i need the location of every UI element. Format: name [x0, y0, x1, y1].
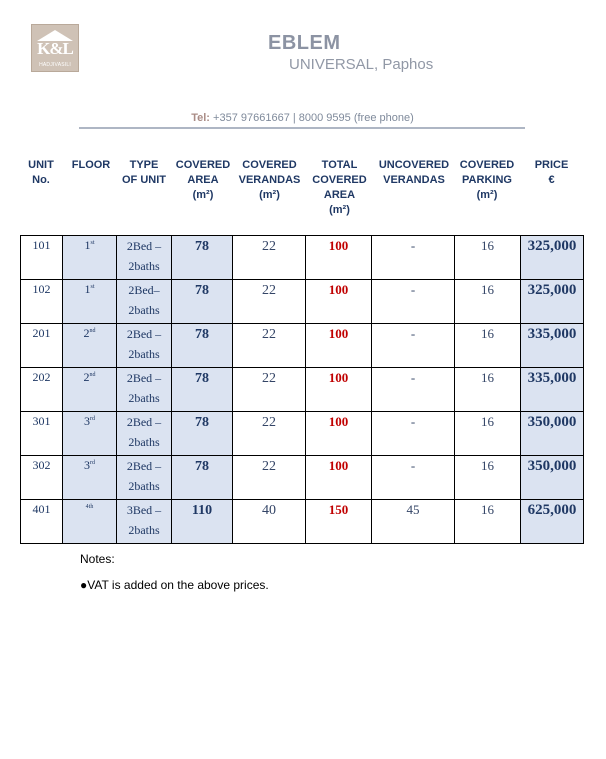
- covered-verandas-cell: 22: [233, 324, 306, 368]
- project-title: EBLEM: [268, 32, 341, 54]
- total-area-cell: 100: [306, 368, 372, 412]
- tel-value: +357 97661667 | 8000 9595 (free phone): [209, 112, 414, 124]
- table-row: [21, 236, 584, 280]
- floor-number: 3: [84, 458, 90, 472]
- floor-number: 1: [84, 238, 91, 252]
- table-row: [21, 412, 584, 456]
- floor-number: 2: [83, 326, 90, 340]
- parking-cell: 16: [455, 500, 521, 544]
- uncovered-verandas-cell: -: [372, 324, 455, 368]
- type-cell: 3Bed – 2baths: [117, 500, 172, 544]
- col-covered-verandas-header: COVERED VERANDAS (m²): [238, 159, 301, 201]
- type-cell: 2Bed – 2baths: [117, 368, 172, 412]
- type-cell: 2Bed– 2baths: [117, 280, 172, 324]
- note-item: ●VAT is added on the above prices.: [80, 578, 269, 592]
- unit-cell: 401: [21, 500, 63, 544]
- col-type-header: TYPE OF UNIT: [122, 159, 166, 186]
- units-price-table: [20, 235, 584, 544]
- logo-letters: K&L: [37, 39, 73, 58]
- type-cell: 2Bed – 2baths: [117, 236, 172, 280]
- price-cell: 350,000: [521, 456, 584, 500]
- price-cell: 325,000: [521, 236, 584, 280]
- covered-verandas-cell: 22: [233, 280, 306, 324]
- covered-verandas-cell: 22: [233, 412, 306, 456]
- table-row: [21, 500, 584, 544]
- table-row: [21, 280, 584, 324]
- parking-cell: 16: [455, 324, 521, 368]
- covered-area-cell: 78: [172, 368, 233, 412]
- table-row: [21, 368, 584, 412]
- total-area-cell: 100: [306, 236, 372, 280]
- col-price-header: PRICE €: [534, 159, 569, 186]
- floor-number: 1: [84, 282, 91, 296]
- floor-number: 3: [84, 414, 90, 428]
- floor-suffix: rd: [90, 460, 95, 466]
- parking-cell: 16: [455, 280, 521, 324]
- table-row: [21, 456, 584, 500]
- parking-cell: 16: [455, 412, 521, 456]
- price-cell: 335,000: [521, 324, 584, 368]
- contact-line: [80, 112, 525, 124]
- col-uncovered-verandas-header: UNCOVERED VERANDAS: [378, 159, 450, 186]
- header-divider: [79, 127, 525, 129]
- floor-suffix: nd: [89, 372, 96, 378]
- uncovered-verandas-cell: -: [372, 236, 455, 280]
- unit-cell: 301: [21, 412, 63, 456]
- col-covered-area-header: COVERED AREA (m²): [175, 159, 231, 201]
- covered-verandas-cell: 22: [233, 368, 306, 412]
- type-cell: 2Bed – 2baths: [117, 456, 172, 500]
- col-unit-header: UNIT No.: [28, 159, 54, 186]
- floor-cell: [63, 236, 117, 280]
- unit-cell: 101: [21, 236, 63, 280]
- parking-cell: 16: [455, 456, 521, 500]
- col-floor-header: FLOOR: [71, 159, 111, 171]
- units-table-body: [21, 236, 584, 544]
- floor-suffix: 4th: [85, 504, 94, 510]
- floor-cell: [63, 412, 117, 456]
- covered-area-cell: 78: [172, 456, 233, 500]
- floor-suffix: st: [90, 284, 95, 290]
- logo-name: HADJIVASILI: [39, 62, 71, 68]
- price-cell: 350,000: [521, 412, 584, 456]
- covered-area-cell: 78: [172, 412, 233, 456]
- unit-cell: 302: [21, 456, 63, 500]
- type-cell: 2Bed – 2baths: [117, 324, 172, 368]
- tel-label: Tel:: [191, 112, 210, 124]
- covered-verandas-cell: 22: [233, 456, 306, 500]
- total-area-cell: 150: [306, 500, 372, 544]
- covered-area-cell: 78: [172, 280, 233, 324]
- type-cell: 2Bed – 2baths: [117, 412, 172, 456]
- price-cell: 325,000: [521, 280, 584, 324]
- total-area-cell: 100: [306, 412, 372, 456]
- covered-area-cell: 78: [172, 324, 233, 368]
- floor-cell: [63, 280, 117, 324]
- uncovered-verandas-cell: -: [372, 280, 455, 324]
- uncovered-verandas-cell: -: [372, 456, 455, 500]
- unit-cell: 201: [21, 324, 63, 368]
- covered-verandas-cell: 40: [233, 500, 306, 544]
- table-header: [20, 158, 584, 228]
- uncovered-verandas-cell: 45: [372, 500, 455, 544]
- floor-suffix: st: [90, 240, 95, 246]
- uncovered-verandas-cell: -: [372, 368, 455, 412]
- floor-cell: [63, 324, 117, 368]
- total-area-cell: 100: [306, 280, 372, 324]
- total-area-cell: 100: [306, 324, 372, 368]
- covered-area-cell: 78: [172, 236, 233, 280]
- unit-cell: 202: [21, 368, 63, 412]
- price-cell: 335,000: [521, 368, 584, 412]
- col-total-area-header: TOTAL COVERED AREA (m²): [312, 159, 367, 216]
- col-parking-header: COVERED PARKING (m²): [459, 159, 515, 201]
- parking-cell: 16: [455, 368, 521, 412]
- covered-area-cell: 110: [172, 500, 233, 544]
- unit-cell: 102: [21, 280, 63, 324]
- floor-cell: [63, 500, 117, 544]
- floor-suffix: nd: [89, 328, 96, 334]
- floor-number: 2: [83, 370, 90, 384]
- table-row: [21, 324, 584, 368]
- project-location: UNIVERSAL, Paphos: [289, 56, 434, 73]
- company-logo: [31, 24, 79, 72]
- floor-cell: [63, 368, 117, 412]
- floor-suffix: rd: [90, 416, 95, 422]
- covered-verandas-cell: 22: [233, 236, 306, 280]
- uncovered-verandas-cell: -: [372, 412, 455, 456]
- parking-cell: 16: [455, 236, 521, 280]
- notes-title: Notes:: [80, 552, 115, 566]
- floor-cell: [63, 456, 117, 500]
- total-area-cell: 100: [306, 456, 372, 500]
- price-cell: 625,000: [521, 500, 584, 544]
